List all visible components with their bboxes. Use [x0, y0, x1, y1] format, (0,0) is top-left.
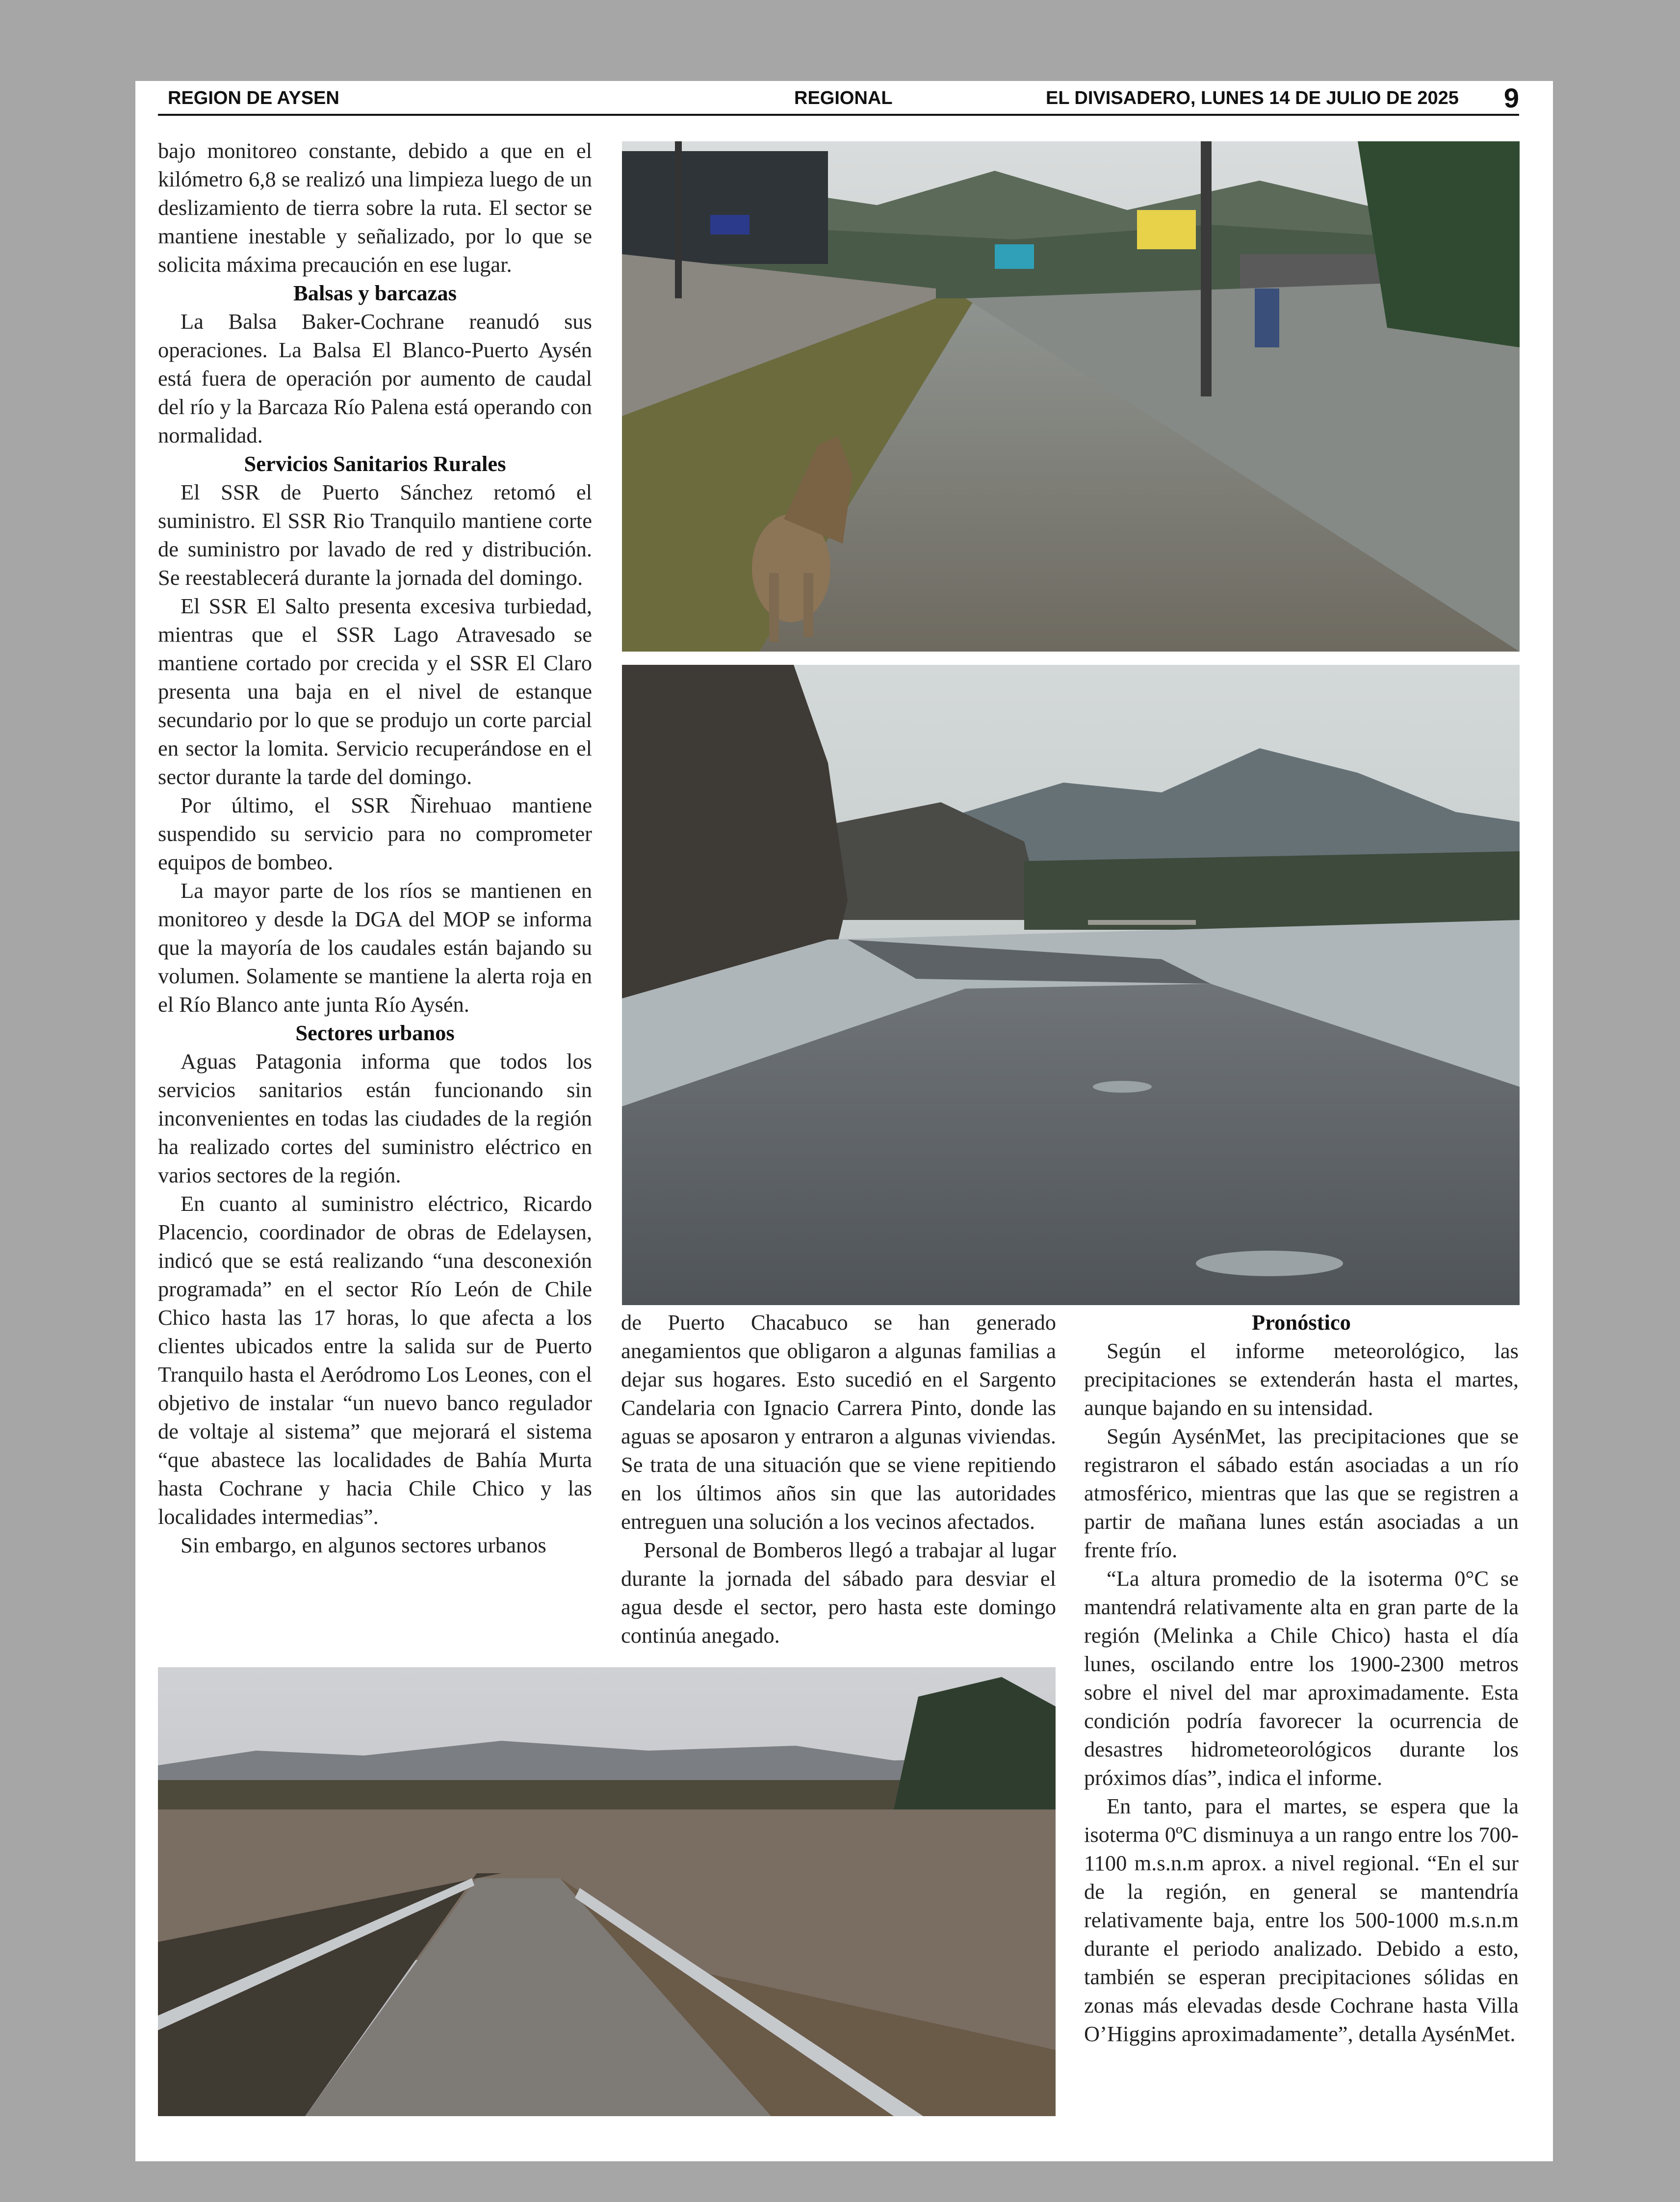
- paragraph: En cuanto al suministro eléctrico, Ricardo Placencio, coordinador de obras de Edelaysen, indicó que se está realizando “una desconexión programada” en el sector Río León de Chile Chico hasta las 17 horas, lo que afecta a los clientes ubicados entre la salida sur de Puerto Tranquilo hasta el Aeródromo Los Leones, con el objetivo de instalar “un nuevo banco regulador de voltaje al sistema” que mejorará el sistema “que abastece las localidades de Bahía Murta hasta Cochrane y hacia Chile Chico y las localidades intermedias”.: [158, 1191, 592, 1529]
- paragraph: Sin embargo, en algunos sectores urbanos: [181, 1533, 546, 1557]
- paragraph: En tanto, para el martes, se espera que la isoterma 0ºC disminuya a un rango entre los 700-1100 m.s.n.m aprox. a nivel regional. “En el sur de la región, en general se mantendría relativamente baja, entre los 500-1000 m.s.n.m durante el periodo analizado. Debido a esto, también se esperan precipitaciones sólidas en zonas más elevadas desde Cochrane hasta Villa O’Higgins aproximadamente”, detalla AysénMet.: [1084, 1794, 1519, 2046]
- subheading-ssr: Servicios Sanitarios Rurales: [244, 451, 506, 476]
- paragraph: La mayor parte de los ríos se mantienen en monitoreo y desde la DGA del MOP se informa que la mayoría de los caudales están bajando su volumen. Solamente se mantiene la alerta roja en el Río Blanco ante junta Río Aysén.: [158, 878, 592, 1017]
- paragraph: El SSR de Puerto Sánchez retomó el suministro. El SSR Rio Tranquilo mantiene corte de suministro por lavado de red y distribución. Se reestablecerá durante la jornada del domingo.: [158, 480, 592, 590]
- paragraph: Aguas Patagonia informa que todos los servicios sanitarios están funcionando sin inconvenientes en todas las ciudades de la región ha realizado cortes del suministro eléctrico en varios sectores de la región.: [158, 1049, 592, 1187]
- subheading-balsas: Balsas y barcazas: [293, 281, 457, 305]
- flooded-street-dog-photo: [622, 141, 1520, 652]
- header-rule: [158, 114, 1519, 116]
- paragraph: Según el informe meteorológico, las precipitaciones se extenderán hasta el martes, aunque bajando en su intensidad.: [1084, 1338, 1519, 1420]
- article-column-2: [621, 1308, 1056, 1650]
- page-header: [158, 82, 1519, 115]
- page-number: 9: [1503, 82, 1519, 113]
- flooded-river-crossing-photo: [158, 1667, 1056, 2116]
- section-center-label: REGIONAL: [794, 88, 893, 108]
- paragraph: Según AysénMet, las precipitaciones que se registraron el sábado están asociadas a un río atmosférico, mientras que las que se registren a partir de mañana lunes están asociadas a un frente frío.: [1084, 1424, 1519, 1562]
- paragraph: bajo monitoreo constante, debido a que en el kilómetro 6,8 se realizó una limpieza luego de un deslizamiento de tierra sobre la ruta. El sector se mantiene inestable y señalizado, por lo que se solicita máxima precaución en ese lugar.: [158, 138, 592, 277]
- publication-date: EL DIVISADERO, LUNES 14 DE JULIO DE 2025: [1046, 88, 1459, 108]
- article-column-1: [158, 136, 592, 1559]
- paragraph: La Balsa Baker-Cochrane reanudó sus operaciones. La Balsa El Blanco-Puerto Aysén está fuera de operación por aumento de caudal del río y la Barcaza Río Palena está operando con normalidad.: [158, 309, 592, 447]
- article-column-3: [1084, 1308, 1519, 2048]
- flooded-gravel-road-photo: [622, 665, 1520, 1305]
- paragraph: Por último, el SSR Ñirehuao mantiene suspendido su servicio para no comprometer equipos de bombeo.: [158, 793, 592, 874]
- paragraph: Personal de Bomberos llegó a trabajar al lugar durante la jornada del sábado para desviar el agua desde el sector, pero hasta este domingo continúa anegado.: [621, 1538, 1056, 1648]
- paragraph: de Puerto Chacabuco se han generado anegamientos que obligaron a algunas familias a dejar sus hogares. Esto sucedió en el Sargento Candelaria con Ignacio Carrera Pinto, donde las aguas se aposaron y entraron a algunas viviendas. Se trata de una situación que se viene repitiendo en los últimos años sin que las autoridades entreguen una solución a los vecinos afectados.: [621, 1310, 1056, 1534]
- subheading-pronostico: Pronóstico: [1252, 1310, 1351, 1335]
- paragraph: “La altura promedio de la isoterma 0°C se mantendrá relativamente alta en gran parte de la región (Melinka a Chile Chico) hasta el día lunes, oscilando entre los 1900-2300 metros sobre el nivel del mar aproximadamente. Esta condición podría favorecer la ocurrencia de desastres hidrometeorológicos durante los próximos días”, indica el informe.: [1084, 1566, 1519, 1790]
- paragraph: El SSR El Salto presenta excesiva turbiedad, mientras que el SSR Lago Atravesado se mantiene cortado por crecida y el SSR El Claro presenta una baja en el nivel de estanque secundario por lo que se produjo un corte parcial en sector la lomita. Servicio recuperándose en el sector durante la tarde del domingo.: [158, 594, 592, 789]
- subheading-urbanos: Sectores urbanos: [295, 1021, 455, 1045]
- section-left-label: REGION DE AYSEN: [168, 88, 339, 108]
